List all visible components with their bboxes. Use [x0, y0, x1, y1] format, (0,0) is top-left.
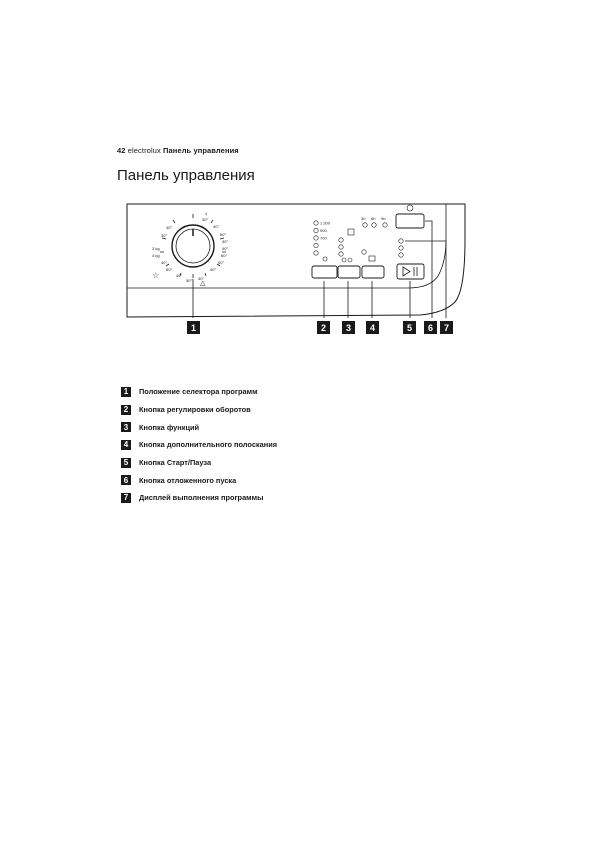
legend-number: 2 [121, 405, 131, 415]
delay-start-button [396, 214, 424, 228]
dial-label: 40° [213, 224, 220, 229]
legend-label: Положение селектора программ [139, 387, 258, 397]
dial-label: 40° [222, 246, 229, 251]
dial-label: 40° [210, 267, 217, 272]
star-icon: ☆ [152, 271, 160, 280]
legend-number: 7 [121, 493, 131, 503]
panel-inner-curve [127, 204, 446, 288]
legend-number: 4 [121, 440, 131, 450]
legend-label: Кнопка Старт/Пауза [139, 458, 212, 468]
bulb-icon: ♀ [204, 212, 209, 218]
spin-speed-900: 900 [320, 228, 327, 233]
delay-9h: 9h [381, 216, 386, 221]
dial-label: 90° [218, 260, 225, 265]
extra-rinse-button [362, 266, 384, 278]
dial-label: 40° [161, 260, 168, 265]
dial-label: 30° [202, 217, 209, 222]
callout-4: 4 [369, 323, 376, 333]
dial-label: 30° [222, 239, 229, 244]
delay-3h: 3h [361, 216, 366, 221]
legend-item [121, 401, 277, 419]
delay-6h: 6h [371, 216, 376, 221]
legend-list [121, 383, 277, 507]
callout-6: 6 [427, 323, 434, 333]
dial-label: 40° [166, 225, 173, 230]
legend-item [121, 454, 277, 472]
dial-label: 60° [166, 267, 173, 272]
dial-label: 30° [186, 278, 193, 283]
function-button [338, 266, 360, 278]
legend-item [121, 383, 277, 401]
brand-name: electrolux [127, 146, 161, 155]
legend-label: Дисплей выполнения программы [139, 493, 264, 503]
dial-label: 60° [220, 232, 227, 237]
spin-speed-700: 700 [320, 235, 327, 241]
legend-item [121, 436, 277, 454]
legend-item [121, 471, 277, 489]
dial-label: 60° [221, 253, 228, 258]
callout-5: 5 [406, 323, 413, 333]
legend-label: Кнопка дополнительного полоскания [139, 440, 278, 450]
legend-label: Кнопка отложенного пуска [139, 475, 237, 485]
dial-label: 4 kg [152, 253, 160, 258]
legend-number: 6 [121, 475, 131, 485]
dial-label: 40° [176, 273, 183, 278]
warning-icon: △ [200, 280, 206, 287]
callout-2: 2 [320, 323, 327, 333]
page-title: Панель управления [117, 167, 255, 184]
section-title: Панель управления [163, 146, 239, 155]
callout-3: 3 [345, 323, 352, 333]
legend-item [121, 489, 277, 507]
dial-label: 30° [161, 233, 168, 238]
legend-number: 5 [121, 458, 131, 468]
spin-speed-button [312, 266, 337, 278]
legend-item [121, 418, 277, 436]
legend-number: 3 [121, 422, 131, 432]
spin-speed-1200: 1 200 [320, 220, 331, 226]
dial-label: 3 kg [152, 246, 160, 251]
legend-label: Кнопка регулировки оборотов [139, 405, 251, 415]
callout-7: 7 [443, 323, 450, 333]
page-number: 42 [117, 146, 126, 155]
callout-1: 1 [190, 323, 197, 333]
legend-number: 1 [121, 387, 131, 397]
legend-label: Кнопка функций [139, 422, 200, 432]
dial-label: 30° [198, 276, 205, 281]
